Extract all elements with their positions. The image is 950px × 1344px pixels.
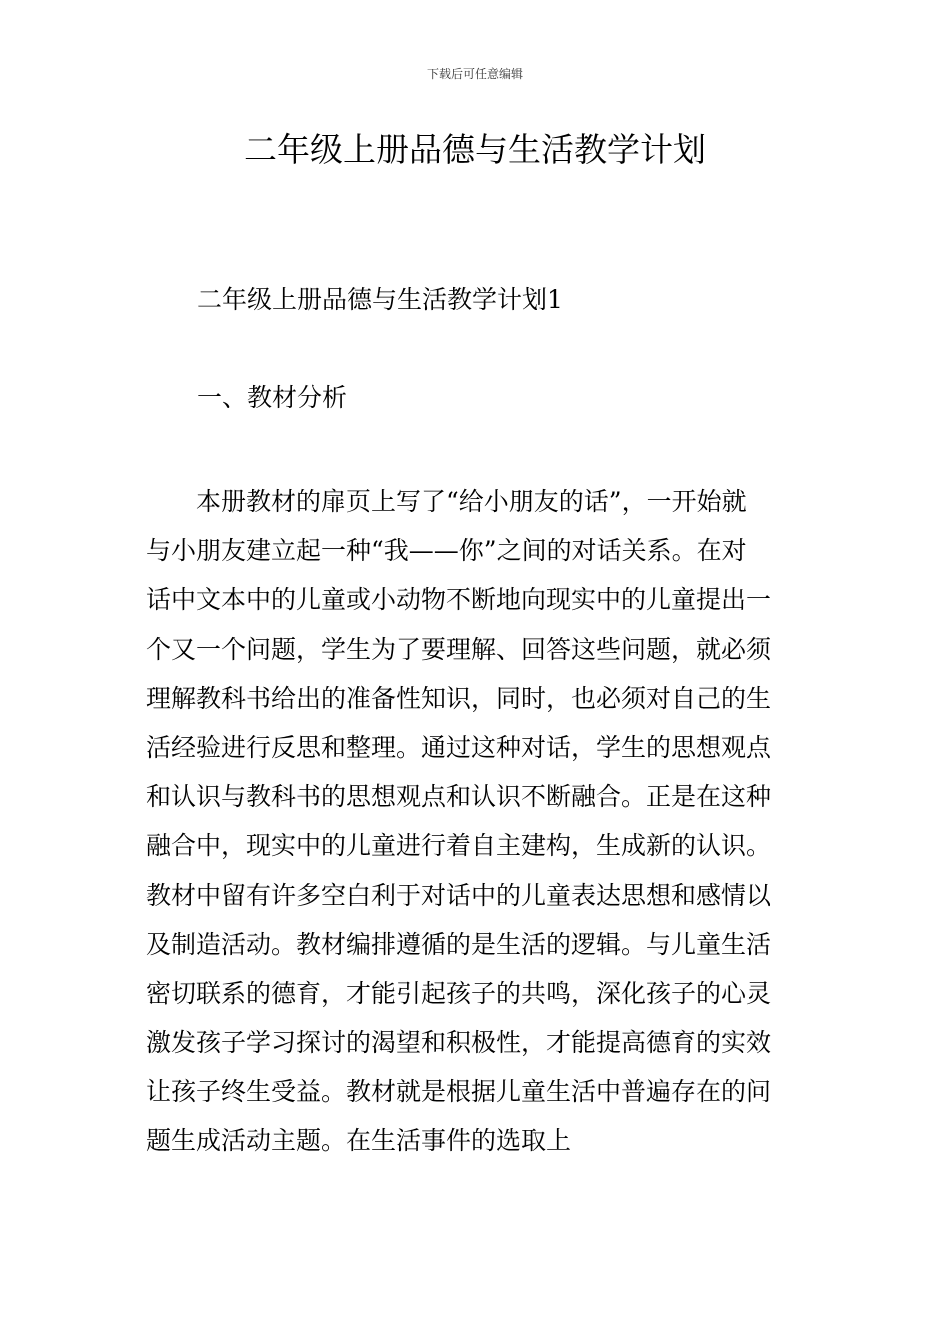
paragraph-line: 密切联系的德育，才能引起孩子的共鸣，深化孩子的心灵 <box>146 978 772 1008</box>
body-paragraph <box>146 477 810 1166</box>
paragraph-line: 话中文本中的儿童或小动物不断地向现实中的儿童提出一 <box>146 585 772 615</box>
paragraph-line: 理解教科书给出的准备性知识，同时，也必须对自己的生 <box>146 683 772 713</box>
section-heading: 一、教材分析 <box>197 383 348 412</box>
paragraph-line: 让孩子终生受益。教材就是根据儿童生活中普遍存在的问 <box>146 1077 772 1107</box>
paragraph-line: 题生成活动主题。在生活事件的选取上 <box>146 1126 572 1156</box>
paragraph-line: 和认识与教科书的思想观点和认识不断融合。正是在这种 <box>146 782 772 812</box>
header-note: 下载后可任意编辑 <box>426 67 523 81</box>
paragraph-line: 融合中，现实中的儿童进行着自主建构，生成新的认识。 <box>146 831 772 861</box>
paragraph-line: 本册教材的扉页上写了“给小朋友的话”，一开始就 <box>196 487 747 516</box>
paragraph-line: 教材中留有许多空白利于对话中的儿童表达思想和感情以 <box>146 880 772 910</box>
paragraph-line: 与小朋友建立起一种“我——你”之间的对话关系。在对 <box>146 536 747 566</box>
paragraph-line: 活经验进行反思和整理。通过这种对话，学生的思想观点 <box>146 732 772 762</box>
paragraph-line: 个又一个问题，学生为了要理解、回答这些问题，就必须 <box>146 634 772 664</box>
document-subtitle: 二年级上册品德与生活教学计划1 <box>197 285 563 314</box>
paragraph-line: 激发孩子学习探讨的渴望和积极性，才能提高德育的实效 <box>146 1028 772 1058</box>
document-title: 二年级上册品德与生活教学计划 <box>244 130 706 169</box>
paragraph-line: 及制造活动。教材编排遵循的是生活的逻辑。与儿童生活 <box>146 929 772 959</box>
